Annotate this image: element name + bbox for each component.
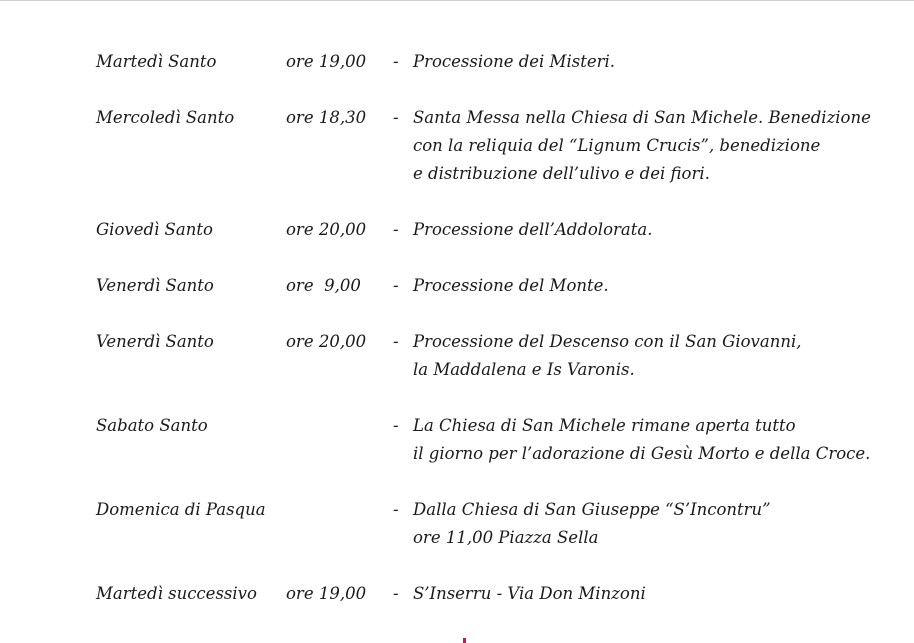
entry-time: ore 20,00 [286,220,367,239]
entry-day: Martedì Santo [96,52,217,71]
description-line: Processione del Monte. [413,276,609,295]
entry-description [413,412,883,468]
top-divider [0,0,914,1]
entry-time: ore 18,30 [286,108,367,127]
entry-description [413,496,883,552]
description-line: Dalla Chiesa di San Giuseppe “S’Incontru” [413,500,771,519]
description-line: il giorno per l’adorazione di Gesù Morto e della Croce. [413,444,871,463]
description-line: e distribuzione dell’ulivo e dei fiori. [413,164,710,183]
description-line: La Chiesa di San Michele rimane aperta tutto [413,416,796,435]
entry-day: Martedì successivo [96,584,257,603]
entry-description [413,48,883,76]
entry-time: ore 19,00 [286,52,367,71]
description-line: Santa Messa nella Chiesa di San Michele. Benedizione [413,108,871,127]
entry-time: ore 19,00 [286,584,367,603]
entry-description [413,104,883,188]
description-line: Processione dei Misteri. [413,52,616,71]
description-line: Processione dell’Addolorata. [413,220,653,239]
entry-day: Mercoledì Santo [96,108,235,127]
entry-day: Sabato Santo [96,416,208,435]
entry-description [413,328,883,384]
entry-dash: - [393,332,399,351]
decorative-mark [463,638,466,643]
description-line: ore 11,00 Piazza Sella [413,528,599,547]
entry-description [413,580,883,608]
entry-dash: - [393,276,399,295]
entry-description [413,216,883,244]
entry-dash: - [393,500,399,519]
entry-dash: - [393,584,399,603]
entry-dash: - [393,52,399,71]
entry-dash: - [393,108,399,127]
description-line: con la reliquia del “Lignum Crucis”, benedizione [413,136,821,155]
entry-day: Venerdì Santo [96,332,214,351]
entry-day: Venerdì Santo [96,276,214,295]
entry-dash: - [393,220,399,239]
entry-day: Giovedì Santo [96,220,213,239]
description-line: la Maddalena e Is Varonis. [413,360,635,379]
entry-description [413,272,883,300]
description-line: S’Inserru - Via Don Minzoni [413,584,646,603]
entry-day: Domenica di Pasqua [96,500,266,519]
description-line: Processione del Descenso con il San Giovanni, [413,332,802,351]
entry-dash: - [393,416,399,435]
entry-time: ore 9,00 [286,276,361,295]
entry-time: ore 20,00 [286,332,367,351]
